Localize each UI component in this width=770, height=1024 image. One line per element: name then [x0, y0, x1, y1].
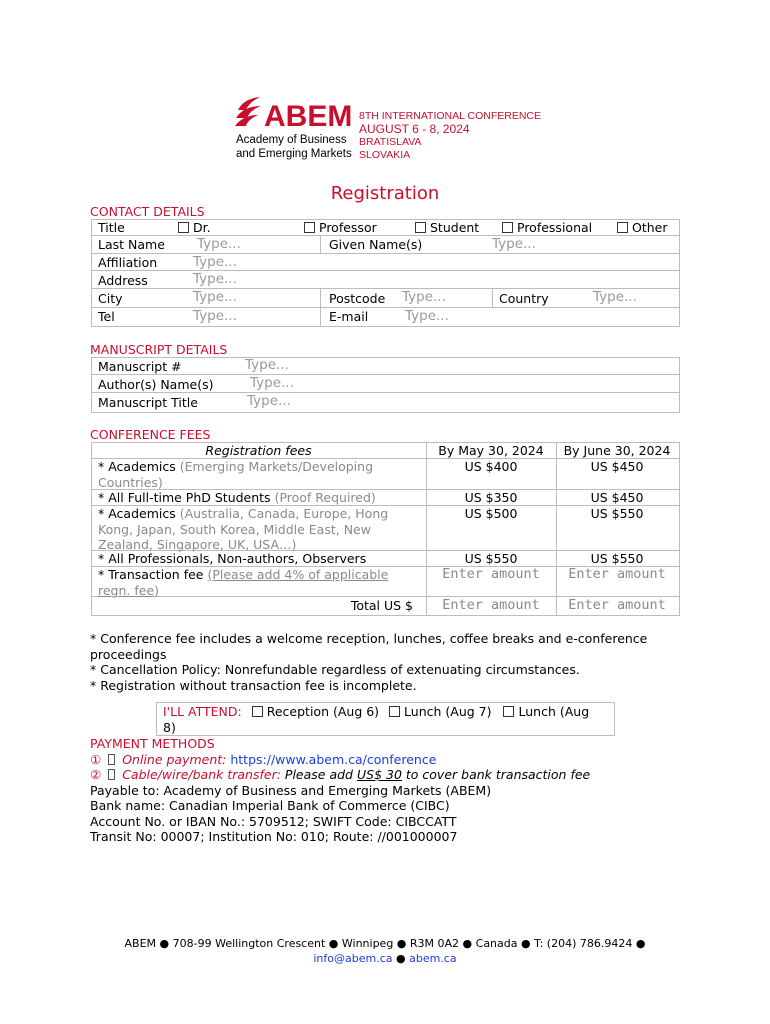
country-field[interactable]: Type... — [593, 289, 637, 305]
payment-bullet-icon — [108, 754, 115, 765]
checkbox-professor[interactable] — [304, 222, 315, 233]
authors-label: Author(s) Name(s) — [98, 377, 214, 392]
attend-lunch-aug7[interactable]: Lunch (Aug 7) — [389, 704, 491, 719]
conf-line2: AUGUST 6 - 8, 2024 — [359, 122, 470, 136]
abem-logo-wings-icon — [234, 96, 268, 132]
fee-r2-may: US $350 — [464, 490, 518, 505]
account-no: Account No. or IBAN No.: 5709512; SWIFT Code: CIBCCATT — [90, 813, 457, 829]
footer — [0, 936, 770, 966]
checkbox-dr[interactable] — [178, 222, 189, 233]
email-label: E-mail — [329, 309, 369, 324]
fees-heading: CONFERENCE FEES — [90, 427, 211, 442]
fee-r1-may: US $400 — [464, 459, 518, 474]
attend-row — [163, 704, 589, 735]
note-line4: * Registration without transaction fee is incomplete. — [90, 677, 417, 693]
footer-site-link[interactable]: abem.ca — [409, 952, 457, 965]
payment-method-online — [90, 752, 590, 768]
total-may-field[interactable]: Enter amount — [442, 597, 540, 613]
fee-row-academics-developed: * Academics (Australia, Canada, Europe, Hong Kong, Japan, South Korea, Middle East, New Zealand, Singapore, UK, USA…) — [98, 506, 389, 552]
bank-name: Bank name: Canadian Imperial Bank of Commerce (CIBC) — [90, 798, 450, 813]
fee-notes — [90, 631, 647, 693]
fee-r3-june: US $550 — [590, 506, 644, 521]
given-name-label: Given Name(s) — [329, 237, 423, 252]
logo-line2: and Emerging Markets — [236, 148, 352, 160]
wire-fee-amount: US$ 30 — [356, 767, 402, 782]
tel-label: Tel — [98, 309, 115, 324]
manuscript-number-label: Manuscript # — [98, 359, 182, 374]
fee-row-academics-emerging: * Academics (Emerging Markets/Developing Countries) — [98, 459, 374, 490]
title-option-professional[interactable]: Professional — [502, 220, 592, 235]
col-may-header: By May 30, 2024 — [438, 443, 544, 458]
checkbox-lunch-aug7[interactable] — [389, 706, 400, 717]
abem-logo — [232, 94, 362, 164]
note-line1: * Conference fee includes a welcome reception, lunches, coffee breaks and e-conference — [90, 631, 648, 646]
tel-field[interactable]: Type... — [193, 308, 237, 324]
fee-r4-may: US $550 — [464, 551, 518, 566]
given-name-field[interactable]: Type... — [492, 236, 536, 252]
transaction-june-field[interactable]: Enter amount — [568, 566, 666, 582]
conf-line1: 8TH INTERNATIONAL CONFERENCE — [359, 110, 542, 122]
note-line2: proceedings — [90, 646, 167, 662]
checkbox-lunch-aug8[interactable] — [503, 706, 514, 717]
total-june-field[interactable]: Enter amount — [568, 597, 666, 613]
checkbox-student[interactable] — [415, 222, 426, 233]
payment-method-wire: ② Cable/wire/bank transfer: Please add US$ 30 to cover bank transaction fee — [90, 767, 591, 782]
checkbox-professional[interactable] — [502, 222, 513, 233]
contact-heading: CONTACT DETAILS — [90, 204, 205, 219]
logo-abbr: ABEM — [264, 100, 353, 133]
affiliation-label: Affiliation — [98, 255, 158, 270]
number-one-icon: ① — [90, 751, 102, 767]
fee-row-transaction: * Transaction fee (Please add 4% of applicable regn. fee) — [98, 567, 389, 598]
fee-row-professionals: * All Professionals, Non-authors, Observers — [98, 551, 367, 566]
payment-section — [90, 736, 590, 845]
address-field[interactable]: Type... — [193, 271, 237, 287]
col-reg-header: Registration fees — [205, 443, 312, 458]
checkbox-other[interactable] — [617, 222, 628, 233]
col-june-header: By June 30, 2024 — [563, 443, 671, 458]
transaction-may-field[interactable]: Enter amount — [442, 566, 540, 582]
total-label: Total US $ — [350, 598, 413, 613]
conference-info — [359, 110, 541, 162]
title-option-other[interactable]: Other — [617, 220, 668, 235]
title-option-dr[interactable]: Dr. — [178, 220, 211, 235]
manuscript-number-field[interactable]: Type... — [245, 357, 289, 373]
payable-to: Payable to: Academy of Business and Emerging Markets (ABEM) — [90, 782, 492, 798]
title-label: Title — [98, 220, 125, 235]
title-option-professor[interactable]: Professor — [304, 220, 377, 235]
postcode-field[interactable]: Type... — [402, 289, 446, 305]
footer-contact — [0, 951, 770, 966]
manuscript-title-field[interactable]: Type... — [247, 393, 291, 409]
authors-field[interactable]: Type... — [250, 375, 294, 391]
footer-email-link[interactable]: info@abem.ca — [313, 952, 393, 965]
last-name-label: Last Name — [98, 237, 165, 252]
email-field[interactable]: Type... — [405, 308, 449, 324]
page-title: Registration — [330, 183, 440, 204]
attend-reception[interactable]: Reception (Aug 6) — [252, 704, 379, 719]
city-field[interactable]: Type... — [193, 289, 237, 305]
transit-no: Transit No: 00007; Institution No: 010; Route: //001000007 — [90, 829, 458, 844]
note-line3: * Cancellation Policy: Nonrefundable regardless of extenuating circumstances. — [90, 662, 580, 677]
footer-separator: ● — [396, 952, 406, 965]
city-label: City — [98, 291, 123, 306]
number-two-icon: ② — [90, 767, 102, 782]
wire-transfer-label: Cable/wire/bank transfer: — [122, 767, 281, 782]
payment-bullet-icon — [108, 769, 115, 780]
country-label: Country — [499, 291, 549, 306]
fee-r4-june: US $550 — [590, 551, 644, 566]
last-name-field[interactable]: Type... — [197, 236, 241, 252]
conf-line4: SLOVAKIA — [359, 149, 411, 161]
fee-r2-june: US $450 — [590, 490, 644, 505]
logo-line1: Academy of Business — [236, 134, 347, 146]
fee-r1-june: US $450 — [590, 459, 644, 474]
attend-label: I'LL ATTEND: — [163, 704, 242, 719]
title-option-student[interactable]: Student — [415, 220, 479, 235]
online-payment-label: Online payment: — [122, 751, 227, 767]
attend-lunch-aug8-cont: 8) — [163, 719, 176, 735]
conf-line3: BRATISLAVA — [359, 136, 422, 148]
affiliation-field[interactable]: Type... — [193, 254, 237, 270]
footer-address: ABEM ● 708-99 Wellington Crescent ● Winnipeg ● R3M 0A2 ● Canada ● T: (204) 786.9424 ● — [124, 937, 646, 950]
attend-lunch-aug8[interactable]: Lunch (Aug — [503, 704, 589, 719]
manuscript-title-label: Manuscript Title — [98, 395, 198, 410]
payment-heading: PAYMENT METHODS — [90, 736, 215, 751]
fee-r3-may: US $500 — [464, 506, 518, 521]
fee-row-phd: * All Full-time PhD Students (Proof Required) — [98, 490, 376, 505]
checkbox-reception[interactable] — [252, 706, 263, 717]
postcode-label: Postcode — [329, 291, 386, 306]
online-payment-link[interactable]: https://www.abem.ca/conference — [230, 751, 437, 767]
manuscript-heading: MANUSCRIPT DETAILS — [90, 342, 228, 357]
address-label: Address — [98, 273, 148, 288]
